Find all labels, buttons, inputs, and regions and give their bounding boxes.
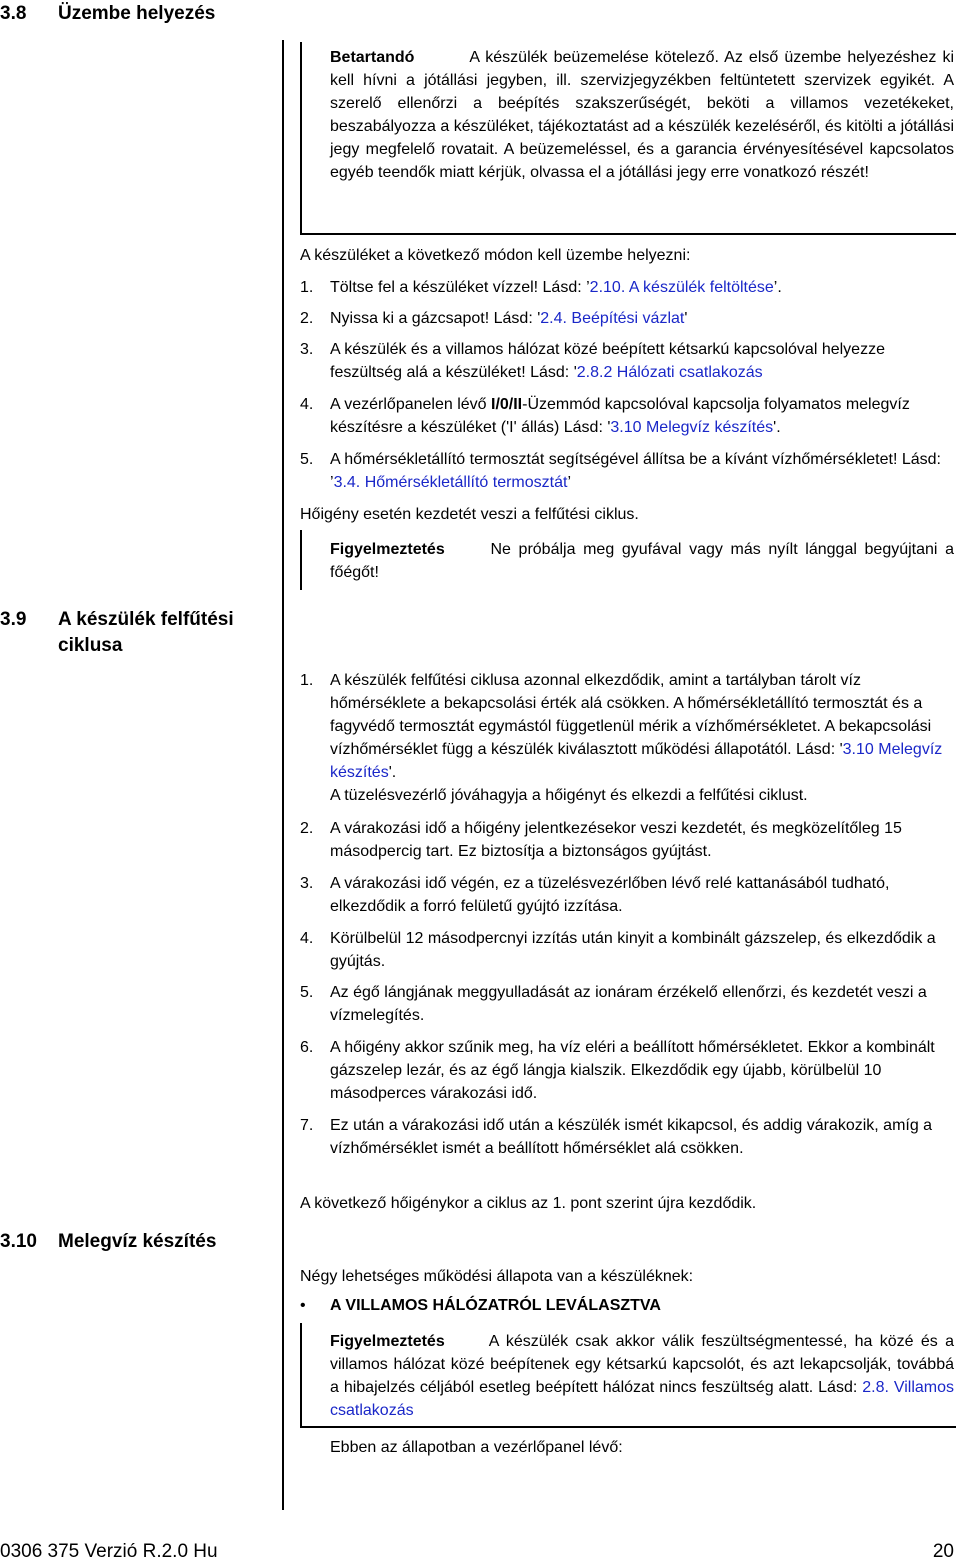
link-2-4[interactable]: 2.4. Beépítési vázlat [540,310,685,327]
warning-1: Figyelmeztetés Ne próbálja meg gyufával vagy más nyílt lánggal begyújtani a főégőt! [330,541,955,581]
section-title-3-9: 3.9 A készülék felfűtési ciklusa [0,609,234,656]
warning-1-label: Figyelmeztetés [330,541,445,558]
warning-2-bottom-border [300,1426,956,1428]
heating-step-5: 5. Az égő lángjának meggyulladását az ionáram érzékelő ellenőrzi, és kezdetét veszi a vízmelegítés. [300,984,927,1024]
commissioning-step-1: 1. Töltse fel a készüléket vízzel! Lásd: ’2.10. A készülék feltöltése’. [300,279,782,296]
commissioning-closing: Hőigény esetén kezdetét veszi a felfűtési ciklus. [300,506,639,523]
heating-closing: A következő hőigénykor a ciklus az 1. pont szerint újra kezdődik. [300,1195,757,1212]
section-title-3-8: 3.8 Üzembe helyezés [0,3,216,24]
footer-version: 0306 375 Verzió R.2.0 Hu [0,1541,218,1562]
state-1: • A VILLAMOS HÁLÓZATRÓL LEVÁLASZTVA [300,1294,956,1317]
warning-2: Figyelmeztetés A készülék csak akkor válik feszültségmentessé, ha közé és a villamos hálózat közé beépítenek egy kétsarkú kapcsolót, és azt lekapcsolják, továbbá a hibajelzés céljából esetleg beépített hálózat nincs feszültség alatt. Lásd: 2.8. Villamos csatlakozás [330,1333,954,1419]
note-betartando: Betartandó A készülék beüzemelése kötelező. Az első üzembe helyezéshez ki kell hívni a jótállási jegyben, ill. szervizjegyzékben feltüntetett szervizek egyikét. A szerelő ellenőrzi a beépítés szakszerűségét, beköti a villamos vezetékeket, beszabályozza a készüléket, tájékoztatást ad a készülék kezeléséről, és kitölti a jótállási jegy megfelelő rovatait. A beüzemeléssel, és a garancia érvényesítésével kapcsolatos egyéb teendők miatt kérjük, olvassa el a jótállási jegy erre vonatkozó részét! [330,49,954,181]
commissioning-step-5: 5. A hőmérsékletállító termosztát segítségével állítsa be a kívánt vízhőmérsékletet! Lásd: ’3.4. Hőmérsékletállító termosztát’ [300,451,941,491]
commissioning-step-4: 4. A vezérlőpanelen lévő I/0/II-Üzemmód kapcsolóval kapcsolja folyamatos melegvíz készítésre a készüléket ('I' állás) Lásd: '3.10 Melegvíz készítés'. [300,396,910,436]
link-3-4[interactable]: 3.4. Hőmérsékletállító termosztát [333,474,568,491]
warning-1-left-border [300,530,302,590]
section-title-3-10: 3.10 Melegvíz készítés [0,1231,217,1252]
warning-2-left-border [300,1323,302,1427]
commissioning-intro: A készüléket a következő módon kell üzembe helyezni: [300,247,691,264]
link-2-10[interactable]: 2.10. A készülék feltöltése [589,279,774,296]
warning-2-label: Figyelmeztetés [330,1333,445,1350]
heating-step-4: 4. Körülbelül 12 másodpercnyi izzítás után kinyit a kombinált gázszelep, és elkezdődik a gyújtás. [300,930,936,970]
footer-page-number: 20 [932,1541,954,1562]
heating-step-2: 2. A várakozási idő a hőigény jelentkezésekor veszi kezdetét, és megközelítőleg 15 másodpercig tart. Ez biztosítja a biztonságos gyújtást. [300,820,902,860]
warning-2-after: Ebben az állapotban a vezérlőpanel lévő: [330,1439,623,1456]
bullet: • [300,1297,306,1314]
heating-step-3: 3. A várakozási idő végén, ez a tüzelésvezérlőben lévő relé kattanásából tudható, elkezdődik a forró felületű gyújtó izzítása. [300,875,890,915]
column-divider [282,40,284,1510]
commissioning-step-3: 3. A készülék és a villamos hálózat közé beépített kétsarkú kapcsolóval helyezze feszültség alá a készüléket! Lásd: '2.8.2 Hálózati csatlakozás [300,341,885,381]
note-box-bottom-border [300,233,956,235]
note-label: Betartandó [330,49,415,66]
heating-step-1: 1. A készülék felfűtési ciklusa azonnal elkezdődik, amint a tartályban tárolt víz hőmérséklete a bekapcsolási érték alá csökken. A hőmérsékletállító termosztát és a fagyvédő termosztát egymástól függetlenül mérik a vízhőmérsékletet. A bekapcsolási vízhőmérséklet függ a készülék kiválasztott működési állapotától. Lásd: '3.10 Melegvíz készítés'. A tüzelésvezérlő jóváhagyja a hőigényt és elkezdi a felfűtési ciklust. [300,672,943,804]
link-2-8-2[interactable]: 2.8.2 Hálózati csatlakozás [576,364,763,381]
heating-step-6: 6. A hőigény akkor szűnik meg, ha víz eléri a beállított hőmérsékletet. Ekkor a kombinált gázszelep lezár, és az égő lángja kialszik. Elkezdődik egy újabb, körülbelül 10 másodperces várakozási idő. [300,1039,935,1102]
link-2-8[interactable]: 2.8. Villamos csatlakozás [330,1379,954,1419]
link-3-10-b[interactable]: 3.10 Melegvíz készítés [330,741,943,781]
note-box-left-border [300,42,302,234]
hot-water-intro: Négy lehetséges működési állapota van a készüléknek: [300,1268,694,1285]
link-3-10[interactable]: 3.10 Melegvíz készítés [610,419,774,436]
commissioning-step-2: 2. Nyissa ki a gázcsapot! Lásd: '2.4. Beépítési vázlat' [300,310,688,327]
heating-step-7: 7. Ez után a várakozási idő után a készülék ismét kikapcsol, és addig várakozik, amíg a vízhőmérséklet ismét a beállított hőmérséklet alá csökken. [300,1117,933,1157]
